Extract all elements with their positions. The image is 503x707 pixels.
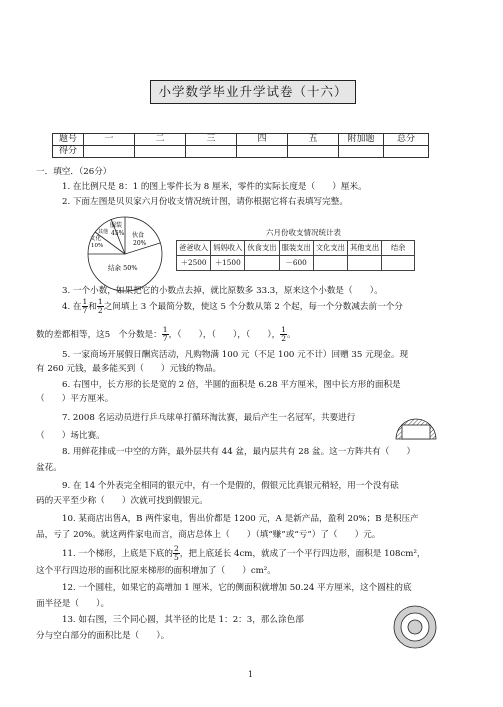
question-5-line1: 5. 一家商场开展假日酬宾活动，凡购物满 100 元（不足 100 元不计）回赠 35 元现金。现	[62, 350, 409, 360]
question-10-line1: 10. 某商店出售A，B 两件家电，售出价都是 1200 元，A 是新产品，盈利 20%；B 是积压产	[62, 514, 419, 524]
pie-label: 20%	[133, 240, 147, 247]
table-cell: 附加题	[339, 134, 384, 146]
fraction-numerator: 1	[82, 297, 88, 306]
question-9-line1: 9. 在 14 个外表完全相同的银元中，有一个是假的，假银元比真银元稍轻，用一个没有砝	[62, 481, 399, 491]
question-6-line2: （ ）平方厘米。	[36, 394, 114, 404]
question-6-line1: 6. 右图中，长方形的长是宽的 2 倍，半圆的面积是 6.28 平方厘米，图中长方形的面积是	[62, 380, 401, 390]
table-cell: 其他支出	[347, 241, 381, 256]
question-2: 2. 下面左图是贝贝家六月份收支情况统计图，请你根据它将右表填写完整。	[62, 197, 348, 207]
score-table	[52, 133, 429, 158]
text: 4. 在	[62, 302, 82, 312]
table-cell: 服装支出	[279, 241, 313, 256]
pie-label: 其他	[98, 229, 109, 235]
budget-table-title: 六月份收支情况统计表	[266, 228, 341, 237]
section-heading: 一．填空．（26分）	[36, 167, 112, 177]
page-number: 1	[248, 670, 254, 679]
pie-label: 45%	[111, 230, 125, 237]
text: ，（ ），（ ），（ ），	[168, 330, 281, 340]
question-4-line2	[36, 326, 296, 343]
table-cell	[84, 146, 135, 158]
table-cell	[288, 146, 339, 158]
table-row	[53, 146, 429, 158]
pie-label: 服装	[110, 222, 123, 229]
inner-circle	[408, 620, 422, 634]
semicircle-rectangle-figure	[394, 405, 438, 441]
table-cell	[135, 146, 186, 158]
table-cell: 二	[135, 134, 186, 146]
question-12-line1: 12. 一个圆柱，如果它的高增加 1 厘米，它的侧面积就增加 50.24 平方厘米，这个圆柱的底	[62, 583, 412, 593]
text: 11. 一个梯形，上底是下底的	[62, 549, 173, 559]
concentric-circles-figure	[392, 604, 438, 650]
fraction-denominator: 5	[173, 553, 179, 562]
fraction-denominator: 2	[281, 334, 287, 343]
question-5-line2: 有 260 元钱，最多能买到（ ）元钱的物品。	[36, 364, 222, 374]
fraction-numerator: 2	[173, 544, 179, 553]
text: 之间填上 3 个最简分数，使这 5 个分数从第 2 个起，每一个分数减去前一个分	[103, 302, 403, 312]
table-cell: －600	[279, 256, 313, 271]
question-11-line2: 这个平行四边形的面积比原来梯形的面积增加了（ ）cm²。	[36, 566, 276, 576]
table-cell: 四	[237, 134, 288, 146]
table-cell: 妈妈收入	[211, 241, 245, 256]
table-cell: 爸爸收入	[177, 241, 211, 256]
table-cell: 一	[84, 134, 135, 146]
text: 。	[287, 330, 296, 340]
rectangle-shape	[402, 425, 430, 439]
table-cell	[384, 146, 429, 158]
text: 数的差都相等，这5 个分数是：	[36, 330, 162, 340]
table-row	[53, 134, 429, 146]
question-8-line1: 8. 用鲜花排成一中空的方阵，最外层共有 44 盆，最内层共有 28 盆。这一方阵共有（ ）	[62, 447, 416, 457]
fraction-numerator: 1	[281, 325, 287, 334]
question-13-line2: 分与空白部分的面积比是（ ）。	[36, 631, 170, 641]
table-cell: ＋2500	[177, 256, 211, 271]
table-cell	[313, 256, 347, 271]
question-12-line2: 面半径是（ ）。	[36, 599, 110, 609]
pie-label: 结余 50%	[108, 264, 138, 272]
fraction	[97, 298, 104, 315]
pie-label: 伙食	[132, 232, 145, 239]
table-cell: 三	[186, 134, 237, 146]
table-row	[177, 241, 415, 256]
text: 和	[88, 302, 97, 312]
table-cell	[347, 256, 381, 271]
budget-table	[176, 240, 415, 271]
question-10-line2: 品，亏了 20%。就这两件家电而言，商店总体上（ ）（填“赚”或“亏”）了（ ）元。	[36, 530, 381, 540]
question-8-line2: 盆花。	[36, 463, 62, 473]
table-cell	[245, 256, 279, 271]
page-title: 小学数学毕业升学试卷（十六）	[150, 80, 356, 104]
table-cell: 五	[288, 134, 339, 146]
question-3: 3. 一个小数，如果把它的小数点去掉，就比原数多 33.3，原来这个小数是（ ）。	[62, 286, 383, 296]
question-13-line1: 13. 如右图，三个同心圆，其半径的比是 1：2：3，那么涂色部	[62, 615, 304, 625]
table-cell	[186, 146, 237, 158]
table-cell	[237, 146, 288, 158]
fraction	[173, 545, 180, 562]
pie-label: 10%	[91, 243, 104, 249]
fraction-numerator: 1	[162, 325, 168, 334]
question-7-line1: 7. 2008 名运动员进行乒乓球单打循环淘汰赛，最后产生一名冠军，共要进行	[62, 413, 356, 423]
fraction-denominator: 7	[162, 334, 168, 343]
table-cell: ＋1500	[211, 256, 245, 271]
question-11-line1	[62, 545, 426, 562]
table-cell	[339, 146, 384, 158]
pie-label: 文化	[90, 236, 102, 242]
question-7-line2: （ ）场比赛。	[36, 431, 105, 441]
fraction-numerator: 1	[97, 297, 103, 306]
table-cell: 结余	[382, 241, 415, 256]
table-row	[177, 256, 415, 271]
fraction-denominator: 7	[82, 306, 88, 315]
table-cell: 得分	[53, 146, 84, 158]
text: ，把上底延长 4cm，就成了一个平行四边形，面积是 108cm²，	[179, 549, 426, 559]
table-cell: 题号	[53, 134, 84, 146]
table-cell: 总分	[384, 134, 429, 146]
table-cell: 文化支出	[313, 241, 347, 256]
table-cell	[382, 256, 415, 271]
fraction-denominator: 2	[97, 306, 103, 315]
pie-chart	[86, 215, 164, 293]
fraction	[162, 326, 169, 343]
question-4-line1	[62, 298, 403, 315]
table-cell: 伙食支出	[245, 241, 279, 256]
question-9-line2: 码的天平至少称（ ）次就可找到假银元。	[36, 496, 208, 506]
question-1: 1. 在比例尺是 8：1 的图上零件长为 8 厘米，零件的实际长度是（ ）厘米。	[62, 182, 367, 192]
